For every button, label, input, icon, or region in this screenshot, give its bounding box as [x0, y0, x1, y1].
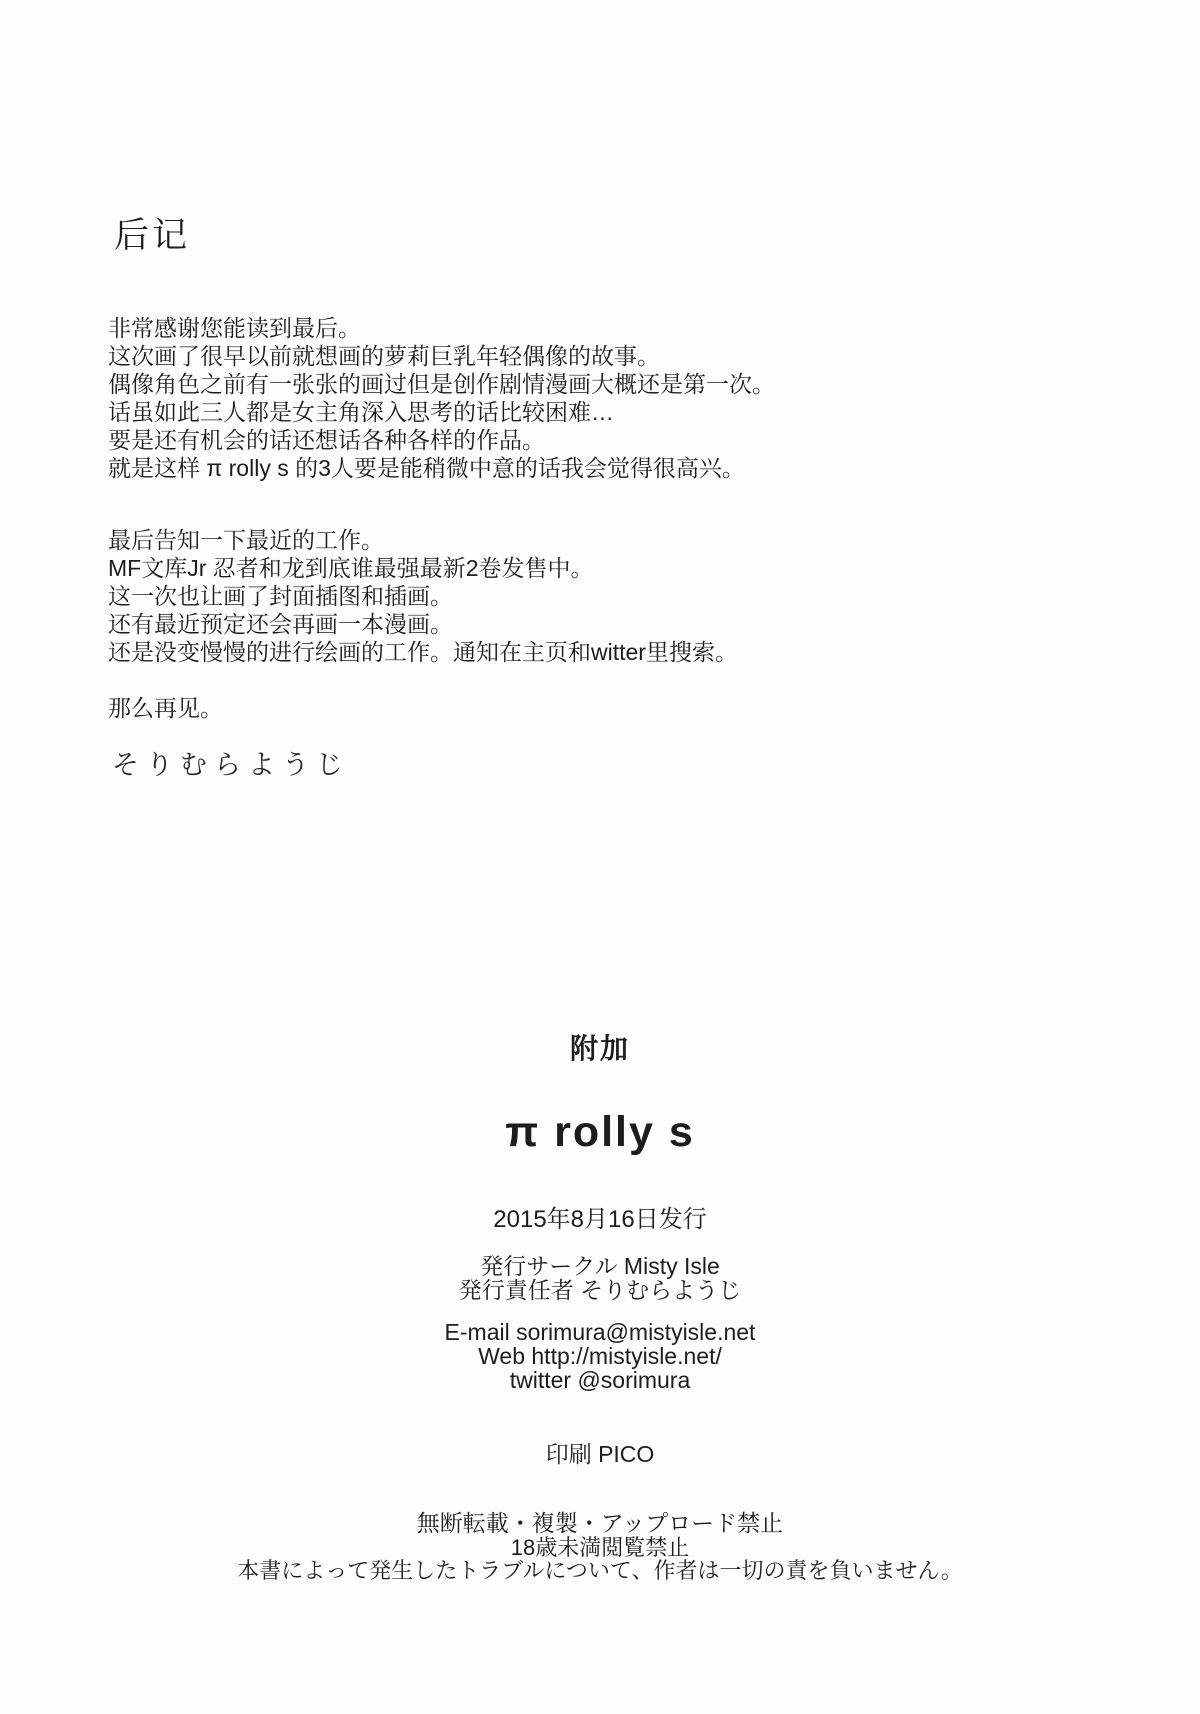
contact-twitter: twitter @sorimura: [509, 1367, 691, 1393]
text-line: 还是没变慢慢的进行绘画的工作。通知在主页和witter里搜索。: [108, 639, 738, 665]
page-title: 后记: [114, 216, 191, 255]
text-line: 这次画了很早以前就想画的萝莉巨乳年轻偶像的故事。: [108, 343, 660, 369]
publishing-circle: 発行サークル Misty Isle: [480, 1253, 720, 1279]
text-line: 还有最近预定还会再画一本漫画。: [108, 611, 453, 637]
reproduction-notice: 無断転載・複製・アップロード禁止: [416, 1510, 784, 1536]
text-line: 非常感谢您能读到最后。: [108, 315, 361, 341]
author-signature: そりむらようじ: [112, 750, 350, 780]
extra-section-label: 附加: [569, 1033, 630, 1064]
text-line: 最后告知一下最近的工作。: [108, 527, 384, 553]
text-line: 偶像角色之前有一张张的画过但是创作剧情漫画大概还是第一次。: [108, 371, 775, 397]
afterword-paragraph-1: [108, 314, 775, 482]
publish-date: 2015年8月16日发行: [493, 1206, 707, 1233]
text-line: 就是这样 π rolly s 的3人要是能稍微中意的话我会觉得很高兴。: [108, 455, 745, 481]
book-title: π rolly s: [505, 1108, 695, 1156]
text-line: 要是还有机会的话还想话各种各样的作品。: [108, 427, 545, 453]
contact-web: Web http://mistyisle.net/: [478, 1343, 722, 1369]
text-line: 这一次也让画了封面插图和插画。: [108, 583, 453, 609]
disclaimer-notice: 本書によって発生したトラブルについて、作者は一切の責を負いません。: [237, 1558, 963, 1583]
publisher-name: 発行責任者 そりむらようじ: [458, 1277, 742, 1303]
age-restriction-notice: 18歳未満閲覧禁止: [510, 1535, 690, 1560]
printing-company: 印刷 PICO: [545, 1441, 655, 1467]
text-line: MF文库Jr 忍者和龙到底谁最强最新2卷发售中。: [108, 555, 594, 581]
afterword-paragraph-2: [108, 526, 738, 666]
text-line: 话虽如此三人都是女主角深入思考的话比较困难…: [108, 399, 614, 425]
farewell-line: 那么再见。: [108, 695, 223, 721]
contact-email: E-mail sorimura@mistyisle.net: [444, 1319, 756, 1345]
